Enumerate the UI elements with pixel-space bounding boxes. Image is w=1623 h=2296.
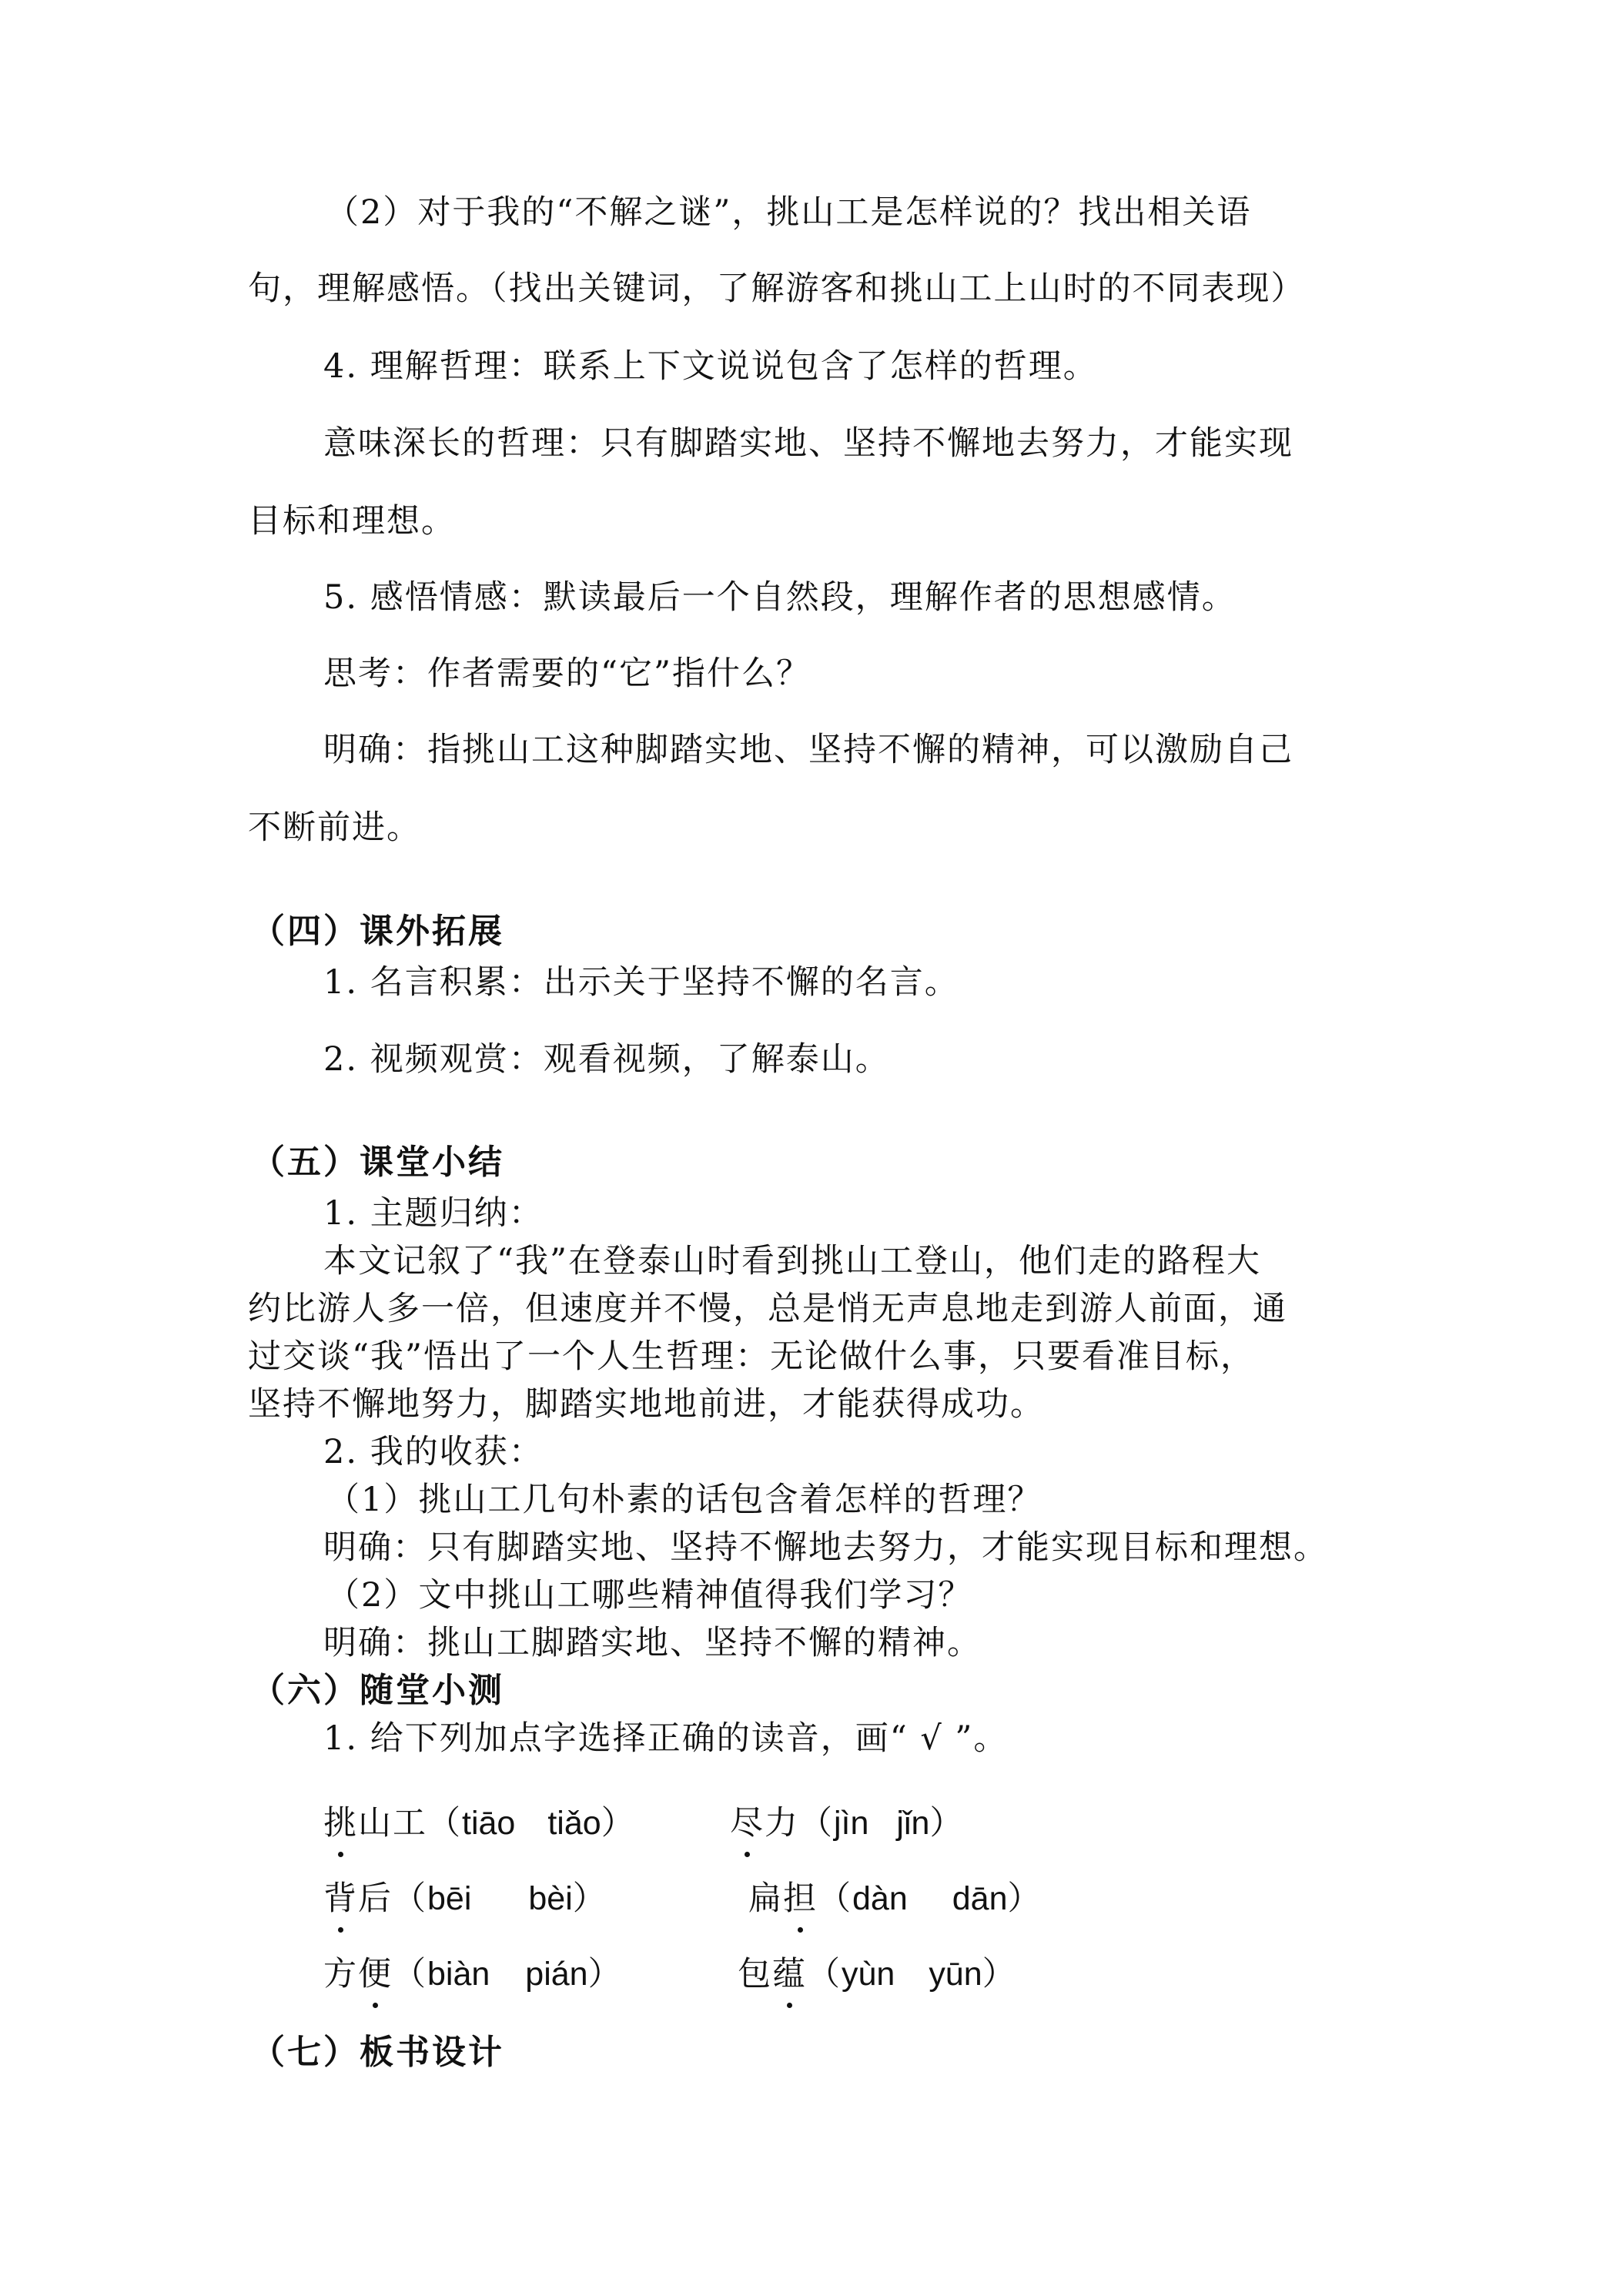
sec5-line-10: 明确：挑山工脚踏实地、坚持不懈的精神。 [323,1624,982,1662]
dotted-char: 挑 [323,1800,358,1846]
sec5-line-4: 过交谈“我”悟出了一个人生哲理：无论做什么事，只要看准目标， [248,1337,1255,1376]
body-line-6: 5. 感悟情感：默读最后一个自然段，理解作者的思想感情。 [323,578,1236,617]
pinyin-option-2[interactable]: dān [952,1880,1008,1917]
body-line-4: 意味深长的哲理：只有脚踏实地、坚持不懈地去努力，才能实现 [323,424,1293,463]
sec5-line-1: 1. 主题归纳： [323,1194,544,1233]
sec5-line-6: 2. 我的收获： [323,1433,544,1471]
pinyin-option-2[interactable]: yūn [929,1956,982,1993]
sec5-line-5: 坚持不懈地努力，脚踏实地地前进，才能获得成功。 [248,1385,1045,1424]
quiz-item-4: 扁担（dàn dān） [748,1876,1042,1922]
section-heading-6: （六）随堂小测 [251,1671,504,1710]
body-line-1: （2）对于我的“不解之谜”，挑山工是怎样说的？找出相关语 [326,193,1252,232]
quiz-item-1: 挑山工（tiāo tiǎo） [323,1800,636,1846]
sec5-line-8: 明确：只有脚踏实地、坚持不懈地去努力，才能实现目标和理想。 [323,1528,1328,1567]
dotted-char: 尽 [730,1800,765,1846]
quiz-item-3: 背后（bēi bèi） [323,1876,607,1922]
sec4-line-2: 2. 视频观赏：观看视频，了解泰山。 [323,1040,890,1079]
section-heading-5: （五）课堂小结 [251,1143,504,1182]
pinyin-option-1[interactable]: tiāo [462,1805,516,1842]
body-line-3: 4. 理解哲理：联系上下文说说包含了怎样的哲理。 [323,347,1098,386]
section-heading-4: （四）课外拓展 [251,912,504,951]
pinyin-option-1[interactable]: bēi [427,1880,472,1917]
pinyin-option-2[interactable]: tiǎo [547,1805,601,1842]
dotted-char: 担 [783,1876,818,1922]
quiz-item-6: 包蕴（yùn yūn） [738,1951,1017,1997]
dotted-char: 背 [323,1876,358,1922]
pinyin-option-1[interactable]: yùn [842,1956,895,1993]
pinyin-option-2[interactable]: jǐn [896,1805,930,1842]
body-line-5: 目标和理想。 [248,502,456,541]
quiz-item-5: 方便（biàn pián） [323,1951,623,1997]
sec6-line-1: 1. 给下列加点字选择正确的读音，画“ √ ”。 [323,1719,1009,1758]
sec4-line-1: 1. 名言积累：出示关于坚持不懈的名言。 [323,963,959,1002]
body-line-7: 思考：作者需要的“它”指什么？ [323,654,811,693]
sec5-line-2: 本文记叙了“我”在登泰山时看到挑山工登山，他们走的路程大 [323,1242,1261,1280]
dotted-char: 便 [358,1951,393,1997]
pinyin-option-1[interactable]: dàn [852,1880,908,1917]
pinyin-option-1[interactable]: jìn [834,1805,869,1842]
dotted-char: 蕴 [772,1951,807,1997]
body-line-8: 明确：指挑山工这种脚踏实地、坚持不懈的精神，可以激励自己 [323,731,1293,769]
sec5-line-7: （1）挑山工几句朴素的话包含着怎样的哲理？ [326,1481,1042,1519]
quiz-item-2: 尽力（jìn jǐn） [730,1800,964,1846]
body-line-2: 句，理解感悟。（找出关键词，了解游客和挑山工上山时的不同表现） [248,269,1306,308]
sec5-line-3: 约比游人多一倍，但速度并不慢，总是悄无声息地走到游人前面，通 [248,1290,1287,1328]
pinyin-option-2[interactable]: pián [525,1956,588,1993]
pinyin-option-1[interactable]: biàn [427,1956,490,1993]
pinyin-option-2[interactable]: bèi [528,1880,573,1917]
section-heading-7: （七）板书设计 [251,2033,504,2072]
sec5-line-9: （2）文中挑山工哪些精神值得我们学习？ [326,1576,973,1615]
body-line-9: 不断前进。 [248,808,421,847]
